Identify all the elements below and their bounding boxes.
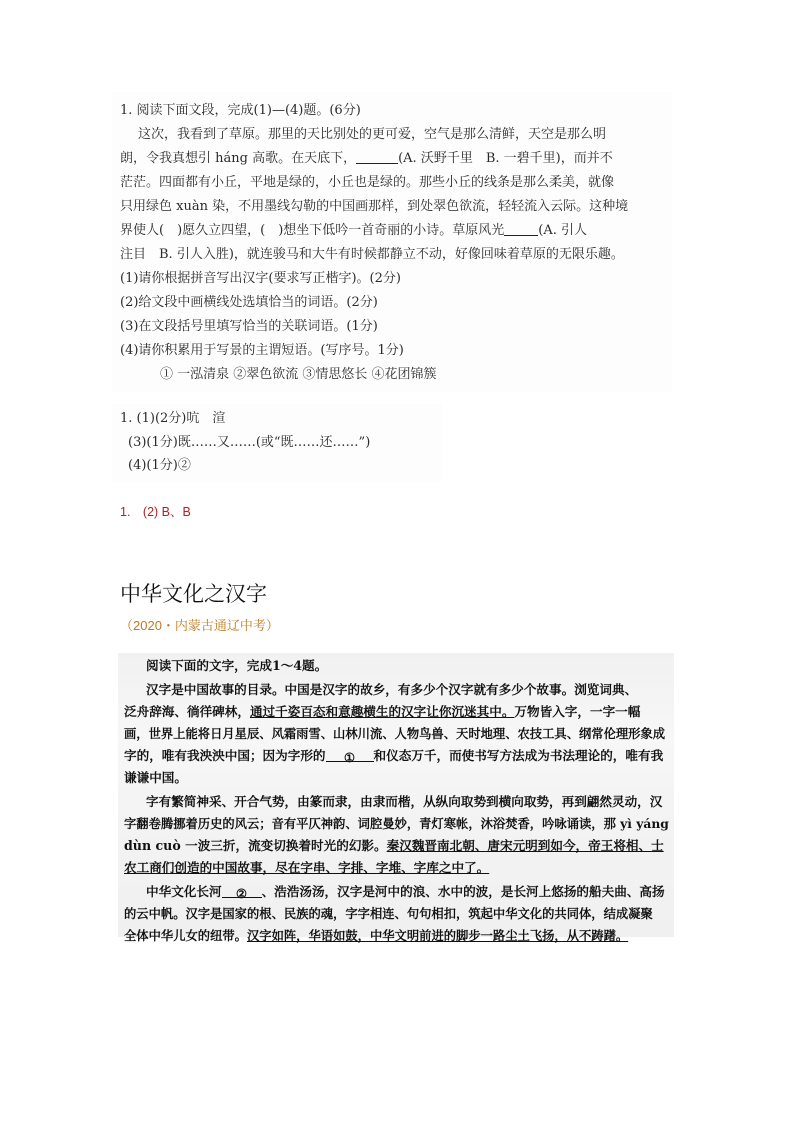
section-source: （2020・内蒙古通辽中考） <box>120 618 279 633</box>
q2-line: 农工商们创造的中国故事，尽在字串、字排、字堆、字库之中了。 <box>124 860 490 875</box>
q2-line: 字翻卷腾挪着历史的风云；音有平仄神韵、词腔曼妙，青灯寒帐，沐浴焚香，吟咏诵读，那 yì yáng <box>124 816 669 831</box>
q1-line: 界使人( )愿久立四望，( )想坐下低吟一首奇丽的小诗。草原风光 (A. 引人 <box>120 223 588 238</box>
q1-line: 茫茫。四面都有小丘，平地是绿的，小丘也是绿的。那些小丘的线条是那么柔美，就像 <box>120 175 615 190</box>
answer-blank <box>504 223 538 236</box>
q2-line: 谦谦中国。 <box>124 770 187 785</box>
blank-1: ① <box>326 749 374 762</box>
q2-line: 全体中华儿女的纽带。汉字如阵，华语如鼓，中华文明前进的脚步一路尘土飞扬，从不踌躇。 <box>124 928 629 943</box>
q1-subquestion: (4)请你积累用于写景的主谓短语。(写序号。1分) <box>120 343 404 358</box>
q2-line: 汉字是中国故事的目录。中国是汉字的故乡，有多少个汉字就有多少个故事。浏览词典、 <box>146 682 638 697</box>
question-1-scan <box>112 92 672 392</box>
q1-subquestion: (2)给文段中画横线处选填恰当的词语。(2分) <box>120 295 378 310</box>
answers-scan <box>112 404 442 482</box>
q1-line: 注目 B. 引人入胜)，就连骏马和大牛有时候都静立不动，好像回味着草原的无限乐趣。 <box>120 247 624 262</box>
answer-blank <box>356 151 398 164</box>
answer-line: 1. (1)(2分)吭 渲 <box>120 411 226 426</box>
question-2-scan <box>118 653 674 943</box>
q1-title: 1. 阅读下面文段，完成(1)—(4)题。(6分) <box>120 103 361 118</box>
answer-line: (4)(1分)② <box>128 458 191 473</box>
q1-line: 只用绿色 xuàn 染，不用墨线勾勒的中国画那样，到处翠色欲流，轻轻流入云际。这种境 <box>120 199 629 214</box>
q2-line: 字有繁简神采、开合气势，由篆而隶，由隶而楷，从纵向取势到横向取势，再到翩然灵动，汉 <box>146 794 663 809</box>
extra-answer: 1. (2) B、B <box>120 505 191 519</box>
q2-line: 泛舟辞海、徜徉碑林，通过千姿百态和意趣横生的汉字让你沉迷其中。万物皆入字，一字一幅 <box>124 704 641 719</box>
q2-line: 的云中帆。汉字是国家的根、民族的魂，字字相连、句句相扣，筑起中华文化的共同体，结成凝聚 <box>124 906 653 921</box>
blank-2: ② <box>222 885 262 898</box>
q1-options: ① 一泓清泉 ②翠色欲流 ③情思悠长 ④花团锦簇 <box>160 367 437 382</box>
q1-subquestion: (1)请你根据拼音写出汉字(要求写正楷字)。(2分) <box>120 271 401 286</box>
q2-line: dùn cuò 一波三折，流变切换着时光的幻影。秦汉魏晋南北朝、唐宋元明到如今，帝王将相、士 <box>124 838 664 853</box>
q2-line: 画，世界上能将日月星辰、风霜雨雪、山林川流、人物鸟兽、天时地理、农技工具、纲常伦理形象成 <box>124 726 666 741</box>
q2-line: 中华文化长河 ② 、浩浩汤汤，汉字是河中的浪、水中的波，是长河上悠扬的船夫曲、高扬 <box>146 884 665 901</box>
answer-line: (3)(1分)既……又……(或“既……还……”) <box>128 435 371 450</box>
q2-instruction: 阅读下面的文字，完成1～4题。 <box>146 658 328 673</box>
q1-line: 朗，令我真想引 háng 高歌。在天底下， (A. 沃野千里 B. 一碧千里)，而并不 <box>120 151 613 166</box>
q2-line: 字的，唯有我泱泱中国；因为字形的 ① 和仪态万千，而使书写方法成为书法理论的，唯有我 <box>124 748 664 765</box>
q1-line: 这次，我看到了草原。那里的天比别处的更可爱，空气是那么清鲜，天空是那么明 <box>112 127 607 142</box>
q1-subquestion: (3)在文段括号里填写恰当的关联词语。(1分) <box>120 319 378 334</box>
section-title: 中华文化之汉字 <box>120 583 267 606</box>
